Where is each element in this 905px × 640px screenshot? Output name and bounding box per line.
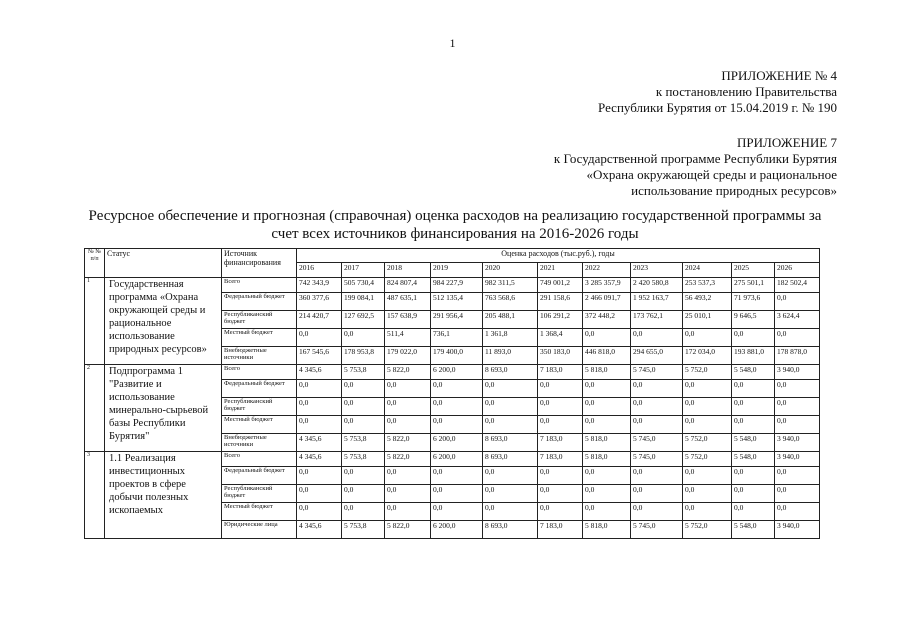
header-year: 2016 <box>297 263 342 278</box>
amount-cell: 0,0 <box>732 398 775 416</box>
amount-cell: 5 752,0 <box>683 452 732 467</box>
amount-cell: 0,0 <box>385 485 431 503</box>
amount-cell: 0,0 <box>631 503 683 521</box>
amount-cell: 505 730,4 <box>342 278 385 293</box>
amount-cell: 0,0 <box>583 485 631 503</box>
amount-cell: 199 084,1 <box>342 293 385 311</box>
amount-cell: 3 940,0 <box>775 521 820 539</box>
amount-cell: 0,0 <box>431 416 483 434</box>
amount-cell: 984 227,9 <box>431 278 483 293</box>
amount-cell: 0,0 <box>732 503 775 521</box>
amount-cell: 205 488,1 <box>483 311 538 329</box>
appendix-line: Республики Бурятия от 15.04.2019 г. № 190 <box>598 100 837 115</box>
funding-source: Всего <box>222 452 297 467</box>
amount-cell: 214 420,7 <box>297 311 342 329</box>
amount-cell: 446 818,0 <box>583 347 631 365</box>
amount-cell: 0,0 <box>732 485 775 503</box>
amount-cell: 0,0 <box>538 380 583 398</box>
header-year: 2020 <box>483 263 538 278</box>
header-estimate: Оценка расходов (тыс.руб.), годы <box>297 249 820 263</box>
amount-cell: 7 183,0 <box>538 521 583 539</box>
amount-cell: 487 635,1 <box>385 293 431 311</box>
amount-cell: 4 345,6 <box>297 365 342 380</box>
funding-source: Внебюджетные источники <box>222 434 297 452</box>
amount-cell: 0,0 <box>583 503 631 521</box>
amount-cell: 1 952 163,7 <box>631 293 683 311</box>
amount-cell: 294 655,0 <box>631 347 683 365</box>
amount-cell: 5 818,0 <box>583 452 631 467</box>
amount-cell: 0,0 <box>385 380 431 398</box>
amount-cell: 5 753,8 <box>342 434 385 452</box>
header-year: 2022 <box>583 263 631 278</box>
program-status: Государственная программа «Охрана окружающей среды и рациональное использование природных ресурсов» <box>105 278 222 365</box>
funding-source: Всего <box>222 365 297 380</box>
amount-cell: 0,0 <box>538 485 583 503</box>
amount-cell: 0,0 <box>385 467 431 485</box>
funding-source: Местный бюджет <box>222 329 297 347</box>
amount-cell: 0,0 <box>631 416 683 434</box>
header-year: 2018 <box>385 263 431 278</box>
amount-cell: 5 745,0 <box>631 434 683 452</box>
amount-cell: 0,0 <box>483 467 538 485</box>
funding-source: Федеральный бюджет <box>222 380 297 398</box>
amount-cell: 291 158,6 <box>538 293 583 311</box>
amount-cell: 0,0 <box>431 380 483 398</box>
amount-cell: 8 693,0 <box>483 434 538 452</box>
amount-cell: 0,0 <box>683 329 732 347</box>
amount-cell: 0,0 <box>297 398 342 416</box>
amount-cell: 0,0 <box>385 398 431 416</box>
amount-cell: 0,0 <box>342 380 385 398</box>
amount-cell: 5 822,0 <box>385 365 431 380</box>
amount-cell: 0,0 <box>431 467 483 485</box>
page-number: 1 <box>449 36 456 50</box>
amount-cell: 6 200,0 <box>431 434 483 452</box>
funding-source: Юридические лица <box>222 521 297 539</box>
amount-cell: 7 183,0 <box>538 452 583 467</box>
row-number: 3 <box>85 452 105 539</box>
amount-cell: 0,0 <box>538 416 583 434</box>
title-line: Ресурсное обеспечение и прогнозная (справочная) оценка расходов на реализацию государственной программы за <box>88 208 822 224</box>
amount-cell: 4 345,6 <box>297 434 342 452</box>
amount-cell: 0,0 <box>342 329 385 347</box>
amount-cell: 0,0 <box>631 398 683 416</box>
amount-cell: 193 881,0 <box>732 347 775 365</box>
amount-cell: 511,4 <box>385 329 431 347</box>
amount-cell: 5 548,0 <box>732 521 775 539</box>
amount-cell: 0,0 <box>538 467 583 485</box>
amount-cell: 5 822,0 <box>385 521 431 539</box>
amount-cell: 178 953,8 <box>342 347 385 365</box>
row-number: 2 <box>85 365 105 452</box>
amount-cell: 8 693,0 <box>483 521 538 539</box>
header-status: Статус <box>105 249 222 278</box>
amount-cell: 0,0 <box>683 398 732 416</box>
amount-cell: 0,0 <box>683 485 732 503</box>
amount-cell: 0,0 <box>483 380 538 398</box>
amount-cell: 0,0 <box>342 467 385 485</box>
table-row <box>85 452 820 467</box>
program-status: Подпрограмма 1 "Развитие и использование минерально-сырьевой базы Республики Бурятия" <box>105 365 222 452</box>
amount-cell: 0,0 <box>483 398 538 416</box>
funding-source: Республиканский бюджет <box>222 311 297 329</box>
amount-cell: 742 343,9 <box>297 278 342 293</box>
amount-cell: 0,0 <box>775 293 820 311</box>
amount-cell: 179 022,0 <box>385 347 431 365</box>
amount-cell: 0,0 <box>342 398 385 416</box>
appendix-line: использование природных ресурсов» <box>631 183 837 198</box>
amount-cell: 0,0 <box>683 380 732 398</box>
funding-source: Местный бюджет <box>222 503 297 521</box>
amount-cell: 0,0 <box>431 398 483 416</box>
amount-cell: 0,0 <box>538 503 583 521</box>
amount-cell: 5 752,0 <box>683 521 732 539</box>
amount-cell: 5 752,0 <box>683 365 732 380</box>
header-year: 2019 <box>431 263 483 278</box>
amount-cell: 0,0 <box>732 467 775 485</box>
amount-cell: 824 807,4 <box>385 278 431 293</box>
amount-cell: 5 548,0 <box>732 452 775 467</box>
amount-cell: 0,0 <box>342 503 385 521</box>
amount-cell: 291 956,4 <box>431 311 483 329</box>
amount-cell: 6 200,0 <box>431 452 483 467</box>
amount-cell: 172 034,0 <box>683 347 732 365</box>
amount-cell: 0,0 <box>631 380 683 398</box>
amount-cell: 178 878,0 <box>775 347 820 365</box>
appendix-line: к Государственной программе Республики Бурятия <box>553 151 837 166</box>
header-year: 2021 <box>538 263 583 278</box>
amount-cell: 5 548,0 <box>732 434 775 452</box>
amount-cell: 5 753,8 <box>342 365 385 380</box>
amount-cell: 0,0 <box>583 467 631 485</box>
amount-cell: 71 973,6 <box>732 293 775 311</box>
amount-cell: 0,0 <box>732 329 775 347</box>
amount-cell: 0,0 <box>631 467 683 485</box>
amount-cell: 4 345,6 <box>297 521 342 539</box>
amount-cell: 1 361,8 <box>483 329 538 347</box>
amount-cell: 182 502,4 <box>775 278 820 293</box>
amount-cell: 275 501,1 <box>732 278 775 293</box>
amount-cell: 0,0 <box>431 503 483 521</box>
amount-cell: 5 548,0 <box>732 365 775 380</box>
amount-cell: 106 291,2 <box>538 311 583 329</box>
amount-cell: 3 285 357,9 <box>583 278 631 293</box>
amount-cell: 0,0 <box>431 485 483 503</box>
amount-cell: 3 940,0 <box>775 365 820 380</box>
amount-cell: 749 001,2 <box>538 278 583 293</box>
amount-cell: 253 537,3 <box>683 278 732 293</box>
amount-cell: 763 568,6 <box>483 293 538 311</box>
amount-cell: 350 183,0 <box>538 347 583 365</box>
amount-cell: 0,0 <box>483 503 538 521</box>
amount-cell: 0,0 <box>297 416 342 434</box>
funding-source: Федеральный бюджет <box>222 293 297 311</box>
amount-cell: 5 818,0 <box>583 434 631 452</box>
amount-cell: 0,0 <box>775 503 820 521</box>
amount-cell: 6 200,0 <box>431 365 483 380</box>
amount-cell: 5 818,0 <box>583 521 631 539</box>
amount-cell: 5 753,8 <box>342 452 385 467</box>
appendix-title: ПРИЛОЖЕНИЕ № 4 <box>721 68 837 83</box>
amount-cell: 7 183,0 <box>538 434 583 452</box>
amount-cell: 167 545,6 <box>297 347 342 365</box>
amount-cell: 56 493,2 <box>683 293 732 311</box>
amount-cell: 0,0 <box>297 467 342 485</box>
amount-cell: 0,0 <box>775 467 820 485</box>
amount-cell: 736,1 <box>431 329 483 347</box>
amount-cell: 3 624,4 <box>775 311 820 329</box>
amount-cell: 5 745,0 <box>631 365 683 380</box>
appendix-line: к постановлению Правительства <box>655 84 837 99</box>
amount-cell: 7 183,0 <box>538 365 583 380</box>
header-year: 2023 <box>631 263 683 278</box>
funding-source: Республиканский бюджет <box>222 398 297 416</box>
amount-cell: 0,0 <box>732 380 775 398</box>
amount-cell: 0,0 <box>683 416 732 434</box>
funding-source: Республиканский бюджет <box>222 485 297 503</box>
amount-cell: 8 693,0 <box>483 365 538 380</box>
amount-cell: 0,0 <box>385 503 431 521</box>
amount-cell: 0,0 <box>342 416 385 434</box>
amount-cell: 0,0 <box>297 503 342 521</box>
amount-cell: 179 400,0 <box>431 347 483 365</box>
title-line: счет всех источников финансирования на 2016-2026 годы <box>271 226 639 242</box>
table-row <box>85 278 820 293</box>
header-num: № № п/п <box>85 249 105 278</box>
resource-table <box>84 248 820 539</box>
document-title <box>60 207 850 243</box>
amount-cell: 0,0 <box>297 380 342 398</box>
amount-cell: 0,0 <box>732 416 775 434</box>
funding-source: Внебюджетные источники <box>222 347 297 365</box>
header-year: 2017 <box>342 263 385 278</box>
row-number: 1 <box>85 278 105 365</box>
amount-cell: 9 646,5 <box>732 311 775 329</box>
amount-cell: 1 368,4 <box>538 329 583 347</box>
amount-cell: 0,0 <box>631 485 683 503</box>
amount-cell: 0,0 <box>775 416 820 434</box>
amount-cell: 0,0 <box>583 329 631 347</box>
amount-cell: 512 135,4 <box>431 293 483 311</box>
amount-cell: 0,0 <box>483 416 538 434</box>
amount-cell: 5 822,0 <box>385 434 431 452</box>
amount-cell: 5 818,0 <box>583 365 631 380</box>
amount-cell: 127 692,5 <box>342 311 385 329</box>
amount-cell: 0,0 <box>775 398 820 416</box>
amount-cell: 5 745,0 <box>631 521 683 539</box>
appendix-title: ПРИЛОЖЕНИЕ 7 <box>737 135 837 150</box>
amount-cell: 0,0 <box>775 329 820 347</box>
funding-source: Федеральный бюджет <box>222 467 297 485</box>
amount-cell: 6 200,0 <box>431 521 483 539</box>
amount-cell: 173 762,1 <box>631 311 683 329</box>
amount-cell: 0,0 <box>297 329 342 347</box>
amount-cell: 3 940,0 <box>775 434 820 452</box>
amount-cell: 2 466 091,7 <box>583 293 631 311</box>
header-year: 2025 <box>732 263 775 278</box>
amount-cell: 157 638,9 <box>385 311 431 329</box>
amount-cell: 372 448,2 <box>583 311 631 329</box>
amount-cell: 982 311,5 <box>483 278 538 293</box>
header-year: 2026 <box>775 263 820 278</box>
funding-source: Всего <box>222 278 297 293</box>
appendix-block-program <box>554 135 837 199</box>
amount-cell: 0,0 <box>583 398 631 416</box>
amount-cell: 0,0 <box>583 380 631 398</box>
amount-cell: 11 893,0 <box>483 347 538 365</box>
amount-cell: 5 822,0 <box>385 452 431 467</box>
appendix-block-resolution <box>598 68 837 116</box>
amount-cell: 0,0 <box>775 485 820 503</box>
amount-cell: 25 010,1 <box>683 311 732 329</box>
amount-cell: 0,0 <box>631 329 683 347</box>
appendix-line: «Охрана окружающей среды и рациональное <box>586 167 837 182</box>
amount-cell: 0,0 <box>683 503 732 521</box>
amount-cell: 2 420 580,8 <box>631 278 683 293</box>
funding-source: Местный бюджет <box>222 416 297 434</box>
program-status: 1.1 Реализация инвестиционных проектов в сфере добычи полезных ископаемых <box>105 452 222 539</box>
table-row <box>85 365 820 380</box>
amount-cell: 0,0 <box>483 485 538 503</box>
amount-cell: 4 345,6 <box>297 452 342 467</box>
amount-cell: 0,0 <box>297 485 342 503</box>
amount-cell: 5 753,8 <box>342 521 385 539</box>
amount-cell: 360 377,6 <box>297 293 342 311</box>
amount-cell: 3 940,0 <box>775 452 820 467</box>
header-year: 2024 <box>683 263 732 278</box>
header-source: Источник финансирования <box>222 249 297 278</box>
amount-cell: 0,0 <box>583 416 631 434</box>
amount-cell: 0,0 <box>385 416 431 434</box>
amount-cell: 0,0 <box>775 380 820 398</box>
amount-cell: 0,0 <box>342 485 385 503</box>
amount-cell: 0,0 <box>538 398 583 416</box>
amount-cell: 5 745,0 <box>631 452 683 467</box>
amount-cell: 5 752,0 <box>683 434 732 452</box>
amount-cell: 8 693,0 <box>483 452 538 467</box>
amount-cell: 0,0 <box>683 467 732 485</box>
